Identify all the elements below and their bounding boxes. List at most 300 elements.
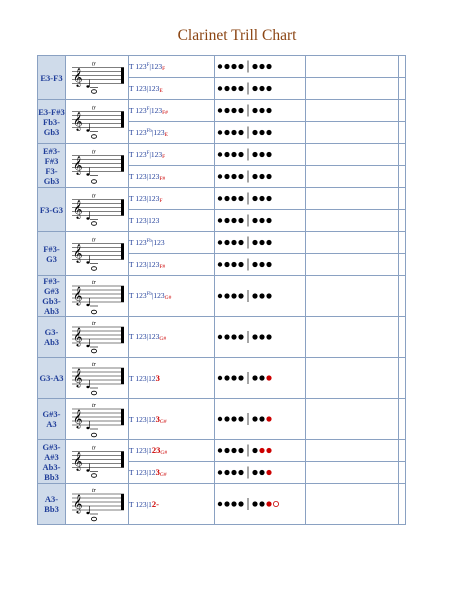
- closed-hole-dot-icon: [238, 174, 243, 179]
- trill-mark-icon: tr: [92, 149, 97, 156]
- trill-row: [38, 317, 406, 358]
- closed-hole-dot-icon: [231, 64, 236, 69]
- closed-hole-dot-icon: [266, 86, 271, 91]
- fingering-text: [129, 232, 215, 254]
- note-pair-label: [38, 56, 66, 100]
- tail-cell: [399, 78, 406, 100]
- closed-hole-dot-icon: [266, 240, 271, 245]
- fingering-mid: |123: [149, 61, 163, 71]
- fingering-text: [129, 122, 215, 144]
- closed-hole-dot-icon: [231, 86, 236, 91]
- closed-hole-dot-icon: [231, 375, 236, 380]
- closed-hole-dot-icon: [231, 108, 236, 113]
- staff-notation: [66, 56, 128, 99]
- closed-hole-dot-icon: [218, 376, 222, 380]
- closed-hole-dot-icon: [218, 470, 222, 474]
- trill-mark-icon: tr: [92, 105, 97, 112]
- note-pair-text: F#3-G3: [43, 243, 60, 264]
- fingering-text: [129, 399, 215, 440]
- fingering-mid: |123: [146, 193, 160, 203]
- fingering-sub: E: [159, 87, 163, 94]
- note-pair-text: F#3-G#3 Gb3-Ab3: [42, 276, 61, 316]
- staff-cell: [66, 100, 129, 144]
- closed-hole-dot-icon: [218, 294, 222, 298]
- closed-hole-dot-icon: [252, 108, 257, 113]
- fingering-sub: E: [164, 131, 168, 138]
- fingering-sup: F: [146, 106, 150, 112]
- fingering-base: T 123: [129, 127, 147, 137]
- fingering-dots-cell: [215, 56, 306, 78]
- blank-cell: [306, 144, 399, 166]
- closed-hole-dot-icon: [252, 375, 257, 380]
- fingering-mid: |12: [146, 374, 156, 383]
- staff-cell: [66, 317, 129, 358]
- fingering-sub: F: [159, 197, 163, 204]
- blank-cell: [306, 254, 399, 276]
- fingering-text: [129, 462, 215, 484]
- blank-cell: [306, 462, 399, 484]
- closed-hole-dot-icon: [259, 130, 264, 135]
- fingering-dots-cell: [215, 462, 306, 484]
- closed-hole-dot-icon: [218, 86, 222, 90]
- closed-hole-dot-icon: [218, 130, 222, 134]
- treble-clef-icon: 𝄞: [73, 368, 83, 387]
- fingering-diagram: [215, 210, 305, 231]
- closed-hole-dot-icon: [218, 448, 222, 452]
- fingering-red: 3: [155, 413, 160, 424]
- fingering-dots-cell: [215, 78, 306, 100]
- fingering-sup: F: [146, 62, 150, 68]
- fingering-base: T 123: [129, 61, 147, 71]
- closed-hole-dot-icon: [218, 218, 222, 222]
- staff-cell: [66, 484, 129, 525]
- tail-cell: [399, 254, 406, 276]
- closed-hole-dot-icon: [266, 334, 271, 339]
- whole-note-icon: [91, 391, 96, 395]
- closed-hole-dot-icon: [252, 501, 257, 506]
- grace-note-icon: [86, 469, 89, 471]
- closed-hole-dot-icon: [218, 64, 222, 68]
- fingering-red: 3: [155, 373, 160, 383]
- staff-notation: [66, 232, 128, 275]
- fingering-dots-cell: [215, 440, 306, 462]
- treble-clef-icon: 𝄞: [73, 155, 83, 175]
- grace-note-icon: [86, 304, 89, 306]
- closed-hole-dot-icon: [218, 108, 222, 112]
- fingering-base: T 123: [129, 238, 147, 247]
- grace-note-icon: [86, 512, 89, 514]
- closed-hole-dot-icon: [218, 174, 222, 178]
- closed-hole-dot-icon: [238, 334, 243, 339]
- fingering-base: T 123: [129, 259, 147, 269]
- treble-clef-icon: 𝄞: [73, 286, 83, 305]
- fingering-sub: F#: [162, 109, 168, 116]
- note-pair-label: [38, 232, 66, 276]
- whole-note-icon: [91, 90, 96, 94]
- fingering-dots-cell: [215, 254, 306, 276]
- closed-hole-dot-icon: [238, 108, 243, 113]
- closed-hole-dot-icon: [238, 196, 243, 201]
- fingering-base: T 123: [129, 500, 147, 509]
- treble-clef-icon: 𝄞: [73, 327, 83, 346]
- tail-cell: [399, 232, 406, 254]
- blank-cell: [306, 78, 399, 100]
- trill-key-dot-icon: [266, 416, 271, 421]
- closed-hole-dot-icon: [252, 130, 257, 135]
- closed-hole-dot-icon: [224, 334, 229, 339]
- grace-note-icon: [86, 261, 89, 263]
- grace-note-icon: [86, 173, 89, 175]
- treble-clef-icon: 𝄞: [73, 451, 83, 471]
- trill-key-dot-icon: [266, 501, 271, 506]
- blank-cell: [306, 166, 399, 188]
- blank-cell: [306, 56, 399, 78]
- note-pair-text: E3-F3: [40, 72, 63, 83]
- fingering-base: T 123: [129, 291, 147, 300]
- trill-row: [38, 484, 406, 525]
- closed-hole-dot-icon: [238, 240, 243, 245]
- note-pair-text: G3-Ab3: [43, 327, 60, 347]
- fingering-dots-cell: [215, 144, 306, 166]
- closed-hole-dot-icon: [224, 240, 229, 245]
- closed-hole-dot-icon: [218, 196, 222, 200]
- closed-hole-dot-icon: [259, 334, 264, 339]
- trill-row: [38, 440, 406, 462]
- fingering-text: [129, 166, 215, 188]
- closed-hole-dot-icon: [238, 262, 243, 267]
- fingering-mid: |123: [146, 171, 160, 181]
- note-pair-label: [38, 317, 66, 358]
- trill-row: [38, 276, 406, 317]
- fingering-sub: G#: [159, 418, 167, 425]
- fingering-diagram: [215, 484, 305, 524]
- whole-note-icon: [91, 267, 96, 271]
- fingering-sup: Fb: [146, 292, 152, 297]
- closed-hole-dot-icon: [266, 293, 271, 298]
- fingering-sub: F: [162, 153, 166, 160]
- trill-key-dot-icon: [266, 448, 271, 453]
- closed-hole-dot-icon: [259, 174, 264, 179]
- note-pair-label: [38, 399, 66, 440]
- tail-cell: [399, 210, 406, 232]
- fingering-mid: |123: [151, 291, 165, 300]
- closed-hole-dot-icon: [224, 196, 229, 201]
- fingering-mid: |123: [151, 127, 165, 137]
- fingering-red: 3: [155, 467, 160, 477]
- fingering-base: T 123: [129, 374, 147, 383]
- closed-hole-dot-icon: [266, 174, 271, 179]
- fingering-dots-cell: [215, 276, 306, 317]
- fingering-mid: |123: [149, 105, 163, 115]
- closed-hole-dot-icon: [266, 196, 271, 201]
- fingering-dots-cell: [215, 232, 306, 254]
- fingering-dots-cell: [215, 484, 306, 525]
- closed-hole-dot-icon: [238, 293, 243, 298]
- staff-cell: [66, 188, 129, 232]
- blank-cell: [306, 399, 399, 440]
- trill-row: [38, 56, 406, 78]
- note-pair-text: G#3-A#3 Ab3-Bb3: [42, 441, 61, 482]
- closed-hole-dot-icon: [224, 470, 229, 475]
- note-pair-label: [38, 358, 66, 399]
- treble-clef-icon: 𝄞: [73, 111, 83, 131]
- fingering-text: [129, 440, 215, 462]
- closed-hole-dot-icon: [238, 375, 243, 380]
- fingering-mid: |123: [146, 83, 160, 93]
- whole-note-icon: [91, 310, 96, 314]
- trill-table: [37, 55, 406, 525]
- whole-note-icon: [91, 135, 96, 139]
- fingering-base: T 123: [129, 171, 147, 181]
- whole-note-icon: [91, 349, 96, 353]
- note-pair-label: [38, 144, 66, 188]
- closed-hole-dot-icon: [231, 130, 236, 135]
- closed-hole-dot-icon: [231, 334, 236, 339]
- treble-clef-icon: 𝄞: [73, 243, 83, 263]
- staff-notation: [66, 358, 128, 398]
- closed-hole-dot-icon: [231, 448, 236, 453]
- fingering-text: [129, 56, 215, 78]
- chart-title: Clarinet Trill Chart: [177, 27, 297, 44]
- trill-mark-icon: tr: [92, 280, 97, 286]
- fingering-text: [129, 484, 215, 525]
- fingering-text: [129, 317, 215, 358]
- fingering-diagram: [215, 232, 305, 253]
- trill-row: [38, 399, 406, 440]
- closed-hole-dot-icon: [238, 218, 243, 223]
- closed-hole-dot-icon: [238, 501, 243, 506]
- closed-hole-dot-icon: [252, 174, 257, 179]
- treble-clef-icon: 𝄞: [73, 409, 83, 428]
- grace-note-icon: [86, 85, 89, 87]
- tail-cell: [399, 56, 406, 78]
- closed-hole-dot-icon: [224, 64, 229, 69]
- staff-cell: [66, 440, 129, 484]
- trill-mark-icon: tr: [92, 321, 97, 327]
- fingering-diagram: [215, 56, 305, 77]
- fingering-mid: |123: [146, 216, 160, 225]
- closed-hole-dot-icon: [259, 416, 264, 421]
- blank-cell: [306, 100, 399, 122]
- closed-hole-dot-icon: [259, 293, 264, 298]
- staff-cell: [66, 276, 129, 317]
- fingering-text: [129, 276, 215, 317]
- closed-hole-dot-icon: [259, 152, 264, 157]
- tail-cell: [399, 462, 406, 484]
- trill-row: [38, 232, 406, 254]
- closed-hole-dot-icon: [252, 240, 257, 245]
- fingering-diagram: [215, 254, 305, 275]
- staff-cell: [66, 232, 129, 276]
- fingering-mid: |1: [146, 446, 152, 455]
- closed-hole-dot-icon: [266, 64, 271, 69]
- fingering-base: T 123: [129, 105, 147, 115]
- fingering-red: 2-: [151, 499, 159, 509]
- note-pair-text: G3-A3: [39, 373, 64, 383]
- blank-cell: [306, 317, 399, 358]
- note-pair-text: A3-Bb3: [44, 494, 59, 514]
- closed-hole-dot-icon: [231, 501, 236, 506]
- closed-hole-dot-icon: [252, 448, 257, 453]
- fingering-diagram: [215, 78, 305, 99]
- trill-row: [38, 188, 406, 210]
- note-pair-text: G#3-A3: [42, 409, 61, 429]
- fingering-text: [129, 188, 215, 210]
- closed-hole-dot-icon: [238, 64, 243, 69]
- fingering-dots-cell: [215, 100, 306, 122]
- fingering-base: T 123: [129, 216, 147, 225]
- treble-clef-icon: 𝄞: [73, 494, 83, 513]
- tail-cell: [399, 358, 406, 399]
- staff-cell: [66, 144, 129, 188]
- fingering-diagram: [215, 100, 305, 121]
- closed-hole-dot-icon: [231, 152, 236, 157]
- note-pair-label: [38, 276, 66, 317]
- fingering-mid: |123: [151, 238, 165, 247]
- trill-mark-icon: tr: [92, 488, 97, 494]
- trill-mark-icon: tr: [92, 237, 97, 244]
- trill-key-dot-icon: [266, 470, 271, 475]
- grace-note-icon: [86, 386, 89, 388]
- fingering-mid: |1: [146, 500, 152, 509]
- blank-cell: [306, 232, 399, 254]
- trill-mark-icon: tr: [92, 193, 97, 200]
- tail-cell: [399, 317, 406, 358]
- fingering-base: T 123: [129, 83, 147, 93]
- fingering-dots-cell: [215, 122, 306, 144]
- note-pair-text: F3-G3: [39, 204, 64, 215]
- fingering-mid: |123: [149, 149, 163, 159]
- closed-hole-dot-icon: [259, 64, 264, 69]
- closed-hole-dot-icon: [218, 240, 222, 244]
- closed-hole-dot-icon: [231, 218, 236, 223]
- grace-note-icon: [86, 217, 89, 219]
- fingering-dots-cell: [215, 317, 306, 358]
- closed-hole-dot-icon: [259, 240, 264, 245]
- closed-hole-dot-icon: [224, 375, 229, 380]
- grace-note-icon: [86, 129, 89, 131]
- fingering-base: T 123: [129, 149, 147, 159]
- staff-cell: [66, 358, 129, 399]
- closed-hole-dot-icon: [259, 501, 264, 506]
- fingering-mid: |12: [146, 468, 156, 477]
- fingering-text: [129, 210, 215, 232]
- closed-hole-dot-icon: [259, 86, 264, 91]
- fingering-dots-cell: [215, 188, 306, 210]
- closed-hole-dot-icon: [231, 240, 236, 245]
- trill-mark-icon: tr: [92, 362, 97, 368]
- closed-hole-dot-icon: [224, 174, 229, 179]
- staff-notation: [66, 276, 128, 316]
- tail-cell: [399, 484, 406, 525]
- closed-hole-dot-icon: [259, 108, 264, 113]
- closed-hole-dot-icon: [252, 196, 257, 201]
- fingering-sup: F: [146, 150, 150, 156]
- blank-cell: [306, 276, 399, 317]
- fingering-dots-cell: [215, 399, 306, 440]
- staff-notation: [66, 144, 128, 187]
- fingering-sub: F#: [159, 263, 166, 270]
- closed-hole-dot-icon: [238, 416, 243, 421]
- closed-hole-dot-icon: [224, 262, 229, 267]
- closed-hole-dot-icon: [238, 130, 243, 135]
- whole-note-icon: [91, 180, 96, 184]
- staff-cell: [66, 56, 129, 100]
- note-pair-text: E#3-F#3 F3-Gb3: [43, 145, 60, 186]
- fingering-diagram: [215, 462, 305, 483]
- tail-cell: [399, 188, 406, 210]
- blank-cell: [306, 358, 399, 399]
- closed-hole-dot-icon: [238, 86, 243, 91]
- staff-notation: [66, 317, 128, 357]
- staff-notation: [66, 440, 128, 483]
- fingering-red: 23: [151, 445, 161, 455]
- closed-hole-dot-icon: [252, 86, 257, 91]
- tail-cell: [399, 440, 406, 462]
- note-pair-text: E3-F#3 Fb3-Gb3: [38, 106, 65, 137]
- fingering-diagram: [215, 358, 305, 398]
- note-pair-label: [38, 188, 66, 232]
- closed-hole-dot-icon: [238, 152, 243, 157]
- closed-hole-dot-icon: [252, 152, 257, 157]
- grace-note-icon: [86, 427, 89, 429]
- closed-hole-dot-icon: [231, 470, 236, 475]
- tail-cell: [399, 399, 406, 440]
- fingering-sup: Fb: [146, 128, 152, 134]
- trill-row: [38, 100, 406, 122]
- fingering-text: [129, 254, 215, 276]
- fingering-base: T 123: [129, 332, 147, 341]
- closed-hole-dot-icon: [252, 64, 257, 69]
- blank-cell: [306, 484, 399, 525]
- closed-hole-dot-icon: [218, 502, 222, 506]
- tail-cell: [399, 100, 406, 122]
- fingering-sub: G#: [159, 472, 167, 478]
- note-pair-label: [38, 484, 66, 525]
- note-pair-label: [38, 100, 66, 144]
- trill-mark-icon: tr: [92, 403, 97, 409]
- fingering-base: T 123: [129, 446, 147, 455]
- fingering-diagram: [215, 440, 305, 461]
- whole-note-icon: [91, 433, 96, 437]
- closed-hole-dot-icon: [231, 196, 236, 201]
- closed-hole-dot-icon: [224, 293, 229, 298]
- trill-key-dot-icon: [266, 375, 271, 380]
- fingering-mid: |123: [146, 259, 160, 269]
- closed-hole-dot-icon: [224, 108, 229, 113]
- closed-hole-dot-icon: [218, 335, 222, 339]
- closed-hole-dot-icon: [266, 262, 271, 267]
- trill-row: [38, 358, 406, 399]
- closed-hole-dot-icon: [266, 218, 271, 223]
- trill-mark-icon: tr: [92, 61, 97, 68]
- fingering-dots-cell: [215, 210, 306, 232]
- fingering-diagram: [215, 276, 305, 316]
- trill-key-dot-icon: [259, 448, 264, 453]
- treble-clef-icon: 𝄞: [73, 67, 83, 87]
- closed-hole-dot-icon: [218, 417, 222, 421]
- closed-hole-dot-icon: [218, 152, 222, 156]
- fingering-diagram: [215, 188, 305, 209]
- blank-cell: [306, 440, 399, 462]
- closed-hole-dot-icon: [252, 416, 257, 421]
- fingering-text: [129, 144, 215, 166]
- closed-hole-dot-icon: [224, 152, 229, 157]
- fingering-sub: G#: [164, 295, 172, 301]
- closed-hole-dot-icon: [218, 262, 222, 266]
- closed-hole-dot-icon: [252, 293, 257, 298]
- staff-notation: [66, 100, 128, 143]
